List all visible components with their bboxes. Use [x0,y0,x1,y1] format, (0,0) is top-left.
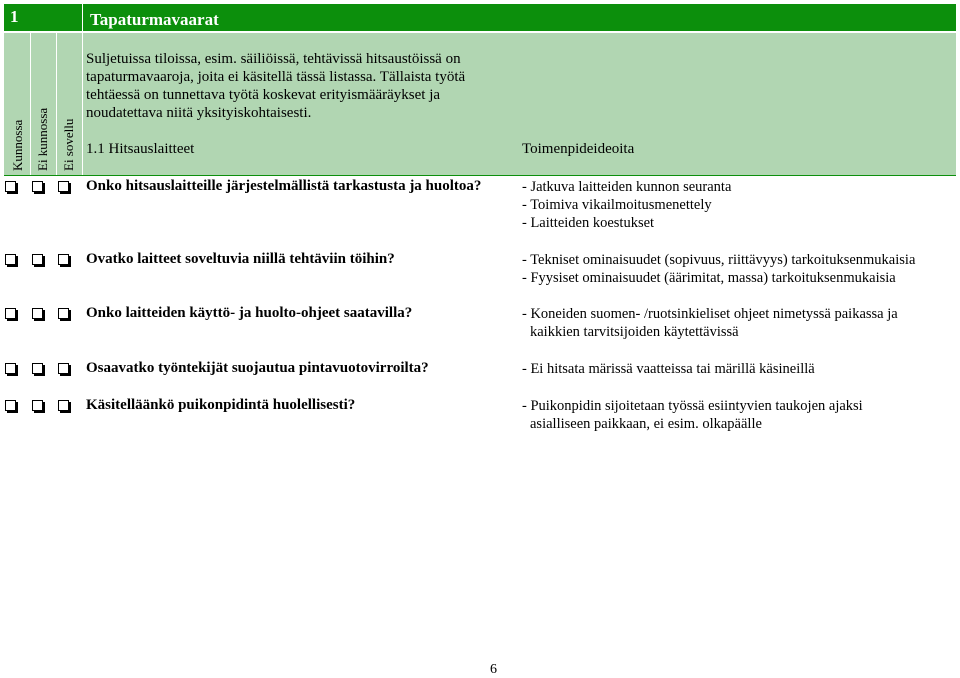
checkbox-ei-sovellu[interactable] [58,308,69,319]
page-number: 6 [490,662,497,677]
checkbox-kunnossa[interactable] [5,363,16,374]
checkbox-ei-sovellu[interactable] [58,400,69,411]
section-number: 1 [10,7,19,26]
action-list: - Koneiden suomen- /ruotsinkieliset ohjeet nimetyssä paikassa ja kaikkien tarvitsijoiden käytettävissä [522,306,898,340]
checkbox-ei-kunnossa[interactable] [32,254,43,265]
question-text: Ovatko laitteet soveltuvia niillä tehtäviin töihin? [86,251,395,267]
question-text: Onko laitteiden käyttö- ja huolto-ohjeet saatavilla? [86,305,413,321]
question-text: Onko hitsauslaitteille järjestelmällistä tarkastusta ja huoltoa? [86,178,482,194]
action-list: - Tekniset ominaisuudet (sopivuus, riittävyys) tarkoituksenmukaisia - Fyysiset ominaisuudet (äärimitat, massa) tarkoituksenmukaisia [522,252,916,286]
header-divider [82,4,83,31]
column-label-kunnossa: Kunnossa [10,119,25,171]
subsection-title: 1.1 Hitsauslaitteet [86,141,195,157]
column-label-ei-kunnossa: Ei kunnossa [35,107,50,171]
question-text: Käsitelläänkö puikonpidintä huolellisesti? [86,397,356,413]
divider [4,175,956,176]
checkbox-ei-kunnossa[interactable] [32,400,43,411]
checkbox-ei-kunnossa[interactable] [32,308,43,319]
checkbox-ei-sovellu[interactable] [58,181,69,192]
question-text: Osaavatko työntekijät suojautua pintavuotovirroilta? [86,360,429,376]
action-list: - Jatkuva laitteiden kunnon seuranta - Toimiva vikailmoitusmenettely - Laitteiden koestukset [522,179,732,231]
column-divider [82,33,83,175]
column-divider [56,33,57,175]
checkbox-ei-sovellu[interactable] [58,363,69,374]
intro-text: Suljetuissa tiloissa, esim. säiliöissä, tehtävissä hitsaustöissä on tapaturmavaaroja, joita ei käsitellä tässä listassa. Tällaista työtä tehtäessä on tunnettava työtä koskevat erityismääräykset ja noudatettava niitä yksityiskohtaisesti. [86,51,466,121]
checkbox-kunnossa[interactable] [5,254,16,265]
checkbox-kunnossa[interactable] [5,400,16,411]
action-list: - Puikonpidin sijoitetaan työssä esiintyvien taukojen ajaksi asialliseen paikkaan, ei esim. olkapäälle [522,398,863,432]
column-header-band [4,33,956,175]
checkbox-kunnossa[interactable] [5,308,16,319]
checkbox-ei-kunnossa[interactable] [32,181,43,192]
actions-heading: Toimenpideideoita [522,141,635,157]
checkbox-ei-kunnossa[interactable] [32,363,43,374]
checkbox-kunnossa[interactable] [5,181,16,192]
section-header [4,4,956,33]
column-label-ei-sovellu: Ei sovellu [61,118,76,171]
checkbox-ei-sovellu[interactable] [58,254,69,265]
action-list: - Ei hitsata märissä vaatteissa tai märillä käsineillä [522,361,815,377]
column-divider [30,33,31,175]
section-title: Tapaturmavaarat [90,10,219,29]
